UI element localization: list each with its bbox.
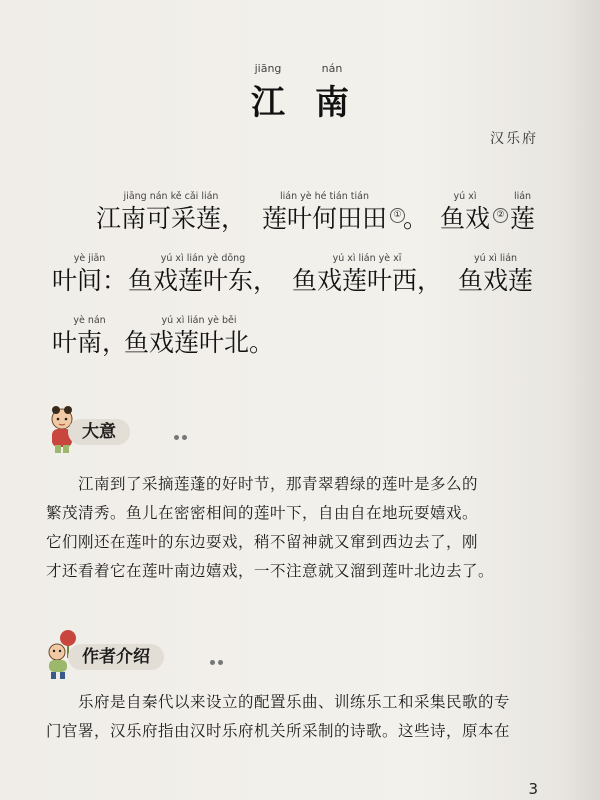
poem-segment bbox=[52, 314, 127, 358]
poem-author: 汉乐府 bbox=[490, 131, 538, 147]
hanzi: 鱼戏莲叶东， bbox=[128, 266, 279, 295]
poem-segment bbox=[292, 252, 442, 296]
pinyin: yú xì lián yè dōng bbox=[160, 253, 246, 264]
hanzi: 叶间： bbox=[52, 266, 128, 295]
poem-segment bbox=[510, 190, 535, 234]
title-char-2: 南 bbox=[315, 83, 349, 123]
heading-dots-icon bbox=[210, 650, 226, 669]
poem-segment bbox=[458, 252, 533, 296]
footnote-marker-2: ② bbox=[493, 204, 508, 223]
dayi-paragraph bbox=[46, 470, 542, 586]
heading-dots-icon bbox=[174, 425, 190, 444]
hanzi: 莲叶何田田 bbox=[262, 204, 388, 233]
author-paragraph bbox=[46, 688, 542, 746]
hanzi: 鱼戏 bbox=[440, 204, 491, 233]
hanzi: 鱼戏莲叶西， bbox=[292, 266, 443, 295]
pinyin: yú xì lián yè xī bbox=[332, 253, 402, 264]
paragraph-line: 乐府是自秦代以来设立的配置乐曲、训练乐工和采集民歌的专 bbox=[78, 693, 511, 711]
poem-segment bbox=[96, 190, 246, 234]
title-char-1: 江 bbox=[251, 83, 285, 123]
poem-segment bbox=[52, 252, 127, 296]
paragraph-line: 繁茂清秀。鱼儿在密密相间的莲叶下，自由自在地玩耍嬉戏。 bbox=[46, 504, 479, 522]
pinyin: yè nán bbox=[73, 315, 106, 326]
section-title: 作者介绍 bbox=[68, 644, 164, 670]
poem-segment bbox=[124, 314, 274, 358]
poem-title bbox=[0, 75, 600, 124]
hanzi: 叶南， bbox=[52, 328, 128, 357]
pinyin: lián bbox=[513, 191, 532, 202]
paragraph-line: 门官署，汉乐府指由汉时乐府机关所采制的诗歌。这些诗，原本在 bbox=[46, 722, 511, 740]
hanzi: 鱼戏莲叶北。 bbox=[124, 328, 275, 357]
hanzi: 江南可采莲， bbox=[96, 204, 247, 233]
pinyin: yú xì lián bbox=[473, 253, 518, 264]
paragraph-line: 它们刚还在莲叶的东边耍戏，稍不留神就又窜到西边去了，刚 bbox=[46, 533, 479, 551]
poem-segment bbox=[262, 190, 387, 234]
poem-segment bbox=[403, 190, 428, 234]
paragraph-line: 江南到了采摘莲蓬的好时节，那青翠碧绿的莲叶是多么的 bbox=[78, 475, 479, 493]
pinyin: jiāng nán kě cǎi lián bbox=[123, 191, 219, 202]
title-pinyin-1: jiāng bbox=[254, 62, 282, 75]
title-pinyin-2: nán bbox=[321, 62, 343, 75]
poem-title-block bbox=[0, 62, 600, 124]
hanzi: 莲 bbox=[510, 204, 536, 233]
footnote-marker-1: ① bbox=[390, 204, 405, 223]
hanzi: 鱼戏莲 bbox=[458, 266, 534, 295]
pinyin: lián yè hé tián tián bbox=[280, 191, 369, 202]
page-number: 3 bbox=[528, 780, 538, 798]
title-pinyin-row bbox=[0, 62, 600, 75]
hanzi: 。 bbox=[403, 204, 429, 233]
section-heading-author bbox=[42, 630, 342, 680]
pinyin: yè jiān bbox=[73, 253, 106, 264]
pinyin: yú xì lián yè běi bbox=[161, 315, 237, 326]
section-heading-dayi bbox=[42, 405, 342, 455]
pinyin: yú xì bbox=[453, 191, 477, 202]
paragraph-line: 才还看着它在莲叶南边嬉戏，一不注意就又溜到莲叶北边去了。 bbox=[46, 562, 495, 580]
poem-segment bbox=[128, 252, 278, 296]
poem-segment bbox=[440, 190, 490, 234]
section-title: 大意 bbox=[68, 419, 130, 445]
